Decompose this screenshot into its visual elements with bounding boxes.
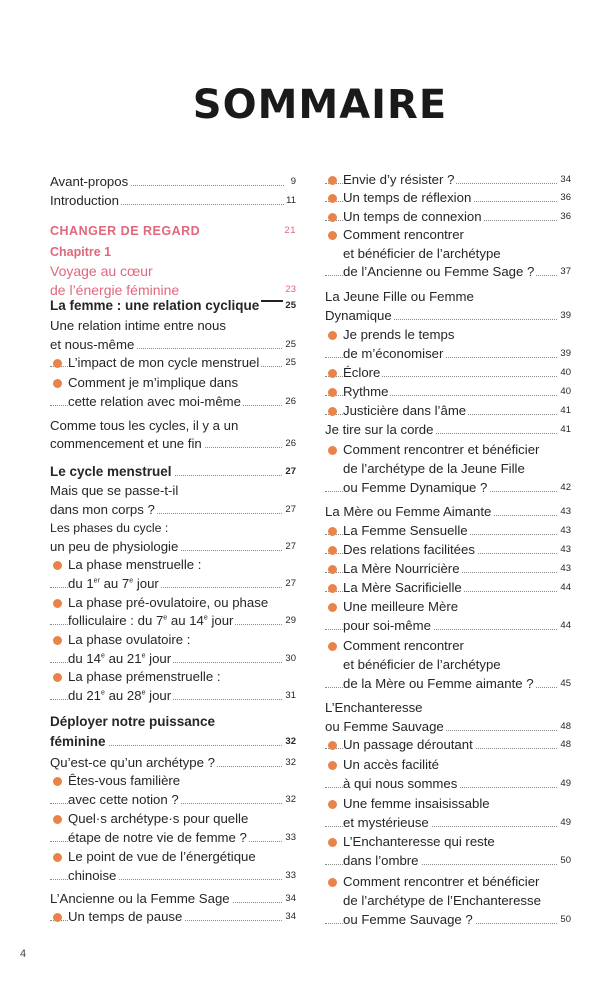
bullet-icon	[328, 176, 337, 185]
toc-entry-ovu-line-1: La phase ovulatoire :	[50, 630, 296, 650]
toc-entry-premens[interactable]: du 21e au 28e jour 31	[50, 686, 296, 706]
toc-entry-quels[interactable]: étape de notre vie de femme ? 33	[50, 828, 296, 848]
bullet-icon	[328, 878, 337, 887]
toc-entry-meilleure-line-1: Une meilleure Mère	[325, 597, 571, 617]
bullet-icon	[328, 527, 337, 536]
toc-entry-femme-cyclique[interactable]: La femme : une relation cyclique 25	[50, 296, 296, 316]
toc-entry-prends-temps-line-1: Je prends le temps	[325, 325, 571, 345]
bullet-icon	[53, 777, 62, 786]
toc-entry-quels-line-1: Quel·s archétype·s pour quelle	[50, 809, 296, 829]
bullet-icon	[328, 231, 337, 240]
toc-entry-relation-intime-line-1: Une relation intime entre nous	[50, 318, 226, 333]
toc-entry-insaisissable[interactable]: et mystérieuse 49	[325, 813, 571, 833]
bullet-icon	[53, 379, 62, 388]
toc-entry-acces-line-1: Un accès facilité	[325, 755, 571, 775]
toc-entry-rencontrer-ancienne-line-2: et bénéficier de l’archétype	[343, 246, 501, 261]
toc-entry-rencontrer-ench[interactable]: ou Femme Sauvage ? 50	[325, 910, 571, 930]
toc-entry-energetique[interactable]: chinoise 33	[50, 866, 296, 886]
toc-entry-deroutant[interactable]: Un passage déroutant 48	[325, 735, 571, 755]
bullet-icon	[328, 369, 337, 378]
bullet-icon	[53, 913, 62, 922]
bullet-icon	[328, 603, 337, 612]
toc-entry-cycles[interactable]: commencement et une fin 26	[50, 434, 296, 454]
bullet-icon	[328, 565, 337, 574]
toc-entry-preovu-line-1: La phase pré-ovulatoire, ou phase	[50, 593, 296, 613]
toc-entry-insaisissable-line-1: Une femme insaisissable	[325, 794, 571, 814]
toc-entry-rencontrer-jeune-line-2: de l’archétype de la Jeune Fille	[343, 461, 525, 476]
bullet-icon	[328, 584, 337, 593]
toc-entry-jeune-fille[interactable]: Dynamique 39	[325, 306, 571, 326]
toc-entry-eclore[interactable]: Éclore 40	[325, 363, 571, 383]
toc-entry-relations[interactable]: Des relations facilitées 43	[325, 540, 571, 560]
toc-entry-puissance-line-1: Déployer notre puissance	[50, 714, 216, 729]
toc-entry-meilleure[interactable]: pour soi-même 44	[325, 616, 571, 636]
toc-entry-energetique-line-1: Le point de vue de l’énergétique	[50, 847, 296, 867]
chapter-title-line-1: Voyage au cœur	[50, 263, 153, 279]
bullet-icon	[328, 741, 337, 750]
bullet-icon	[328, 761, 337, 770]
toc-entry-implique-line-1: Comment je m’implique dans	[50, 373, 296, 393]
bullet-icon	[53, 599, 62, 608]
bullet-icon	[53, 673, 62, 682]
toc-entry-rencontrer-jeune-line-1: Comment rencontrer et bénéficier	[325, 440, 571, 460]
toc-chapter-1[interactable]: de l’énergie féminine 23	[50, 282, 296, 298]
toc-entry-rencontrer-ancienne[interactable]: de l’Ancienne ou Femme Sage ? 37	[325, 262, 571, 282]
toc-entry-prends-temps[interactable]: de m’économiser 39	[325, 344, 571, 364]
toc-entry-phases-line-1: Les phases du cycle :	[50, 521, 169, 535]
bullet-icon	[53, 561, 62, 570]
toc-entry-premens-line-1: La phase prémenstruelle :	[50, 667, 296, 687]
toc-entry-rencontrer-mere[interactable]: de la Mère ou Femme aimante ? 45	[325, 674, 571, 694]
toc-entry-jeune-fille-line-1: La Jeune Fille ou Femme	[325, 289, 474, 304]
toc-entry-rencontrer-mere-line-1: Comment rencontrer	[325, 636, 571, 656]
toc-entry-passe-line-1: Mais que se passe-t-il	[50, 483, 179, 498]
toc-entry-avant-propos[interactable]: Avant-propos 9	[50, 172, 296, 192]
toc-entry-ombre-line-1: L’Enchanteresse qui reste	[325, 832, 571, 852]
bullet-icon	[328, 407, 337, 416]
toc-entry-rythme[interactable]: Rythme 40	[325, 382, 571, 402]
toc-entry-justiciere[interactable]: Justicière dans l’âme 41	[325, 401, 571, 421]
toc-entry-enchanteresse[interactable]: ou Femme Sauvage 48	[325, 717, 571, 737]
toc-entry-familiere[interactable]: avec cette notion ? 32	[50, 790, 296, 810]
toc-entry-sacrificielle[interactable]: La Mère Sacrificielle 44	[325, 578, 571, 598]
bullet-icon	[328, 446, 337, 455]
bullet-icon	[328, 838, 337, 847]
toc-entry-relation-intime[interactable]: et nous-même 25	[50, 335, 296, 355]
toc-entry-rencontrer-jeune[interactable]: ou Femme Dynamique ? 42	[325, 478, 571, 498]
toc-entry-corde[interactable]: Je tire sur la corde 41	[325, 420, 571, 440]
toc-entry-enchanteresse-line-1: L’Enchanteresse	[325, 700, 423, 715]
page-number: 4	[20, 948, 27, 960]
toc-entry-rencontrer-mere-line-2: et bénéficier de l’archétype	[343, 657, 501, 672]
bullet-icon	[328, 331, 337, 340]
bullet-icon	[328, 642, 337, 651]
toc-entry-nourriciere[interactable]: La Mère Nourricière 43	[325, 559, 571, 579]
bullet-icon	[53, 359, 62, 368]
toc-entry-cycles-line-1: Comme tous les cycles, il y a un	[50, 418, 239, 433]
toc-entry-ovu[interactable]: du 14e au 21e jour 30	[50, 649, 296, 669]
toc-entry-introduction[interactable]: Introduction 11	[50, 191, 296, 211]
toc-entry-connexion[interactable]: Un temps de connexion 36	[325, 207, 571, 227]
toc-entry-preovu[interactable]: folliculaire : du 7e au 14e jour 29	[50, 611, 296, 631]
toc-entry-sensuelle[interactable]: La Femme Sensuelle 43	[325, 521, 571, 541]
bullet-icon	[328, 800, 337, 809]
toc-entry-resister[interactable]: Envie d’y résister ? 34	[325, 170, 571, 190]
toc-entry-mere[interactable]: La Mère ou Femme Aimante 43	[325, 502, 571, 522]
bullet-icon	[53, 815, 62, 824]
toc-entry-menstruelle[interactable]: du 1er au 7e jour 27	[50, 574, 296, 594]
toc-section-changer-de-regard[interactable]: CHANGER DE REGARD 21	[50, 221, 296, 241]
toc-entry-familiere-line-1: Êtes-vous familière	[50, 771, 296, 791]
toc-entry-ancienne[interactable]: L’Ancienne ou la Femme Sage 34	[50, 889, 296, 909]
toc-entry-impact-cycle[interactable]: L’impact de mon cycle menstruel 25	[50, 353, 296, 373]
toc-entry-rencontrer-ench-line-2: de l’archétype de l’Enchanteresse	[343, 893, 541, 908]
page-title: SOMMAIRE	[192, 82, 448, 128]
toc-entry-acces[interactable]: à qui nous sommes 49	[325, 774, 571, 794]
bullet-icon	[328, 546, 337, 555]
bullet-icon	[328, 388, 337, 397]
bullet-icon	[53, 853, 62, 862]
bullet-icon	[328, 194, 337, 203]
toc-entry-menstruelle-line-1: La phase menstruelle :	[50, 555, 296, 575]
toc-entry-implique[interactable]: cette relation avec moi-même 26	[50, 392, 296, 412]
toc-entry-reflexion[interactable]: Un temps de réflexion 36	[325, 188, 571, 208]
toc-entry-rencontrer-ench-line-1: Comment rencontrer et bénéficier	[325, 872, 571, 892]
toc-entry-rencontrer-ancienne-line-1: Comment rencontrer	[325, 225, 571, 245]
bullet-icon	[328, 213, 337, 222]
toc-entry-ombre[interactable]: dans l’ombre 50	[325, 851, 571, 871]
toc-entry-archetype[interactable]: Qu’est-ce qu’un archétype ? 32	[50, 753, 296, 773]
toc-entry-puissance[interactable]: féminine 32	[50, 732, 296, 752]
toc-entry-cycle-menstruel[interactable]: Le cycle menstruel 27	[50, 462, 296, 482]
toc-entry-passe[interactable]: dans mon corps ? 27	[50, 500, 296, 520]
toc-entry-pause[interactable]: Un temps de pause 34	[50, 907, 296, 927]
chapter-label: Chapitre 1	[50, 245, 112, 259]
toc-entry-phases[interactable]: un peu de physiologie 27	[50, 537, 296, 557]
bullet-icon	[53, 636, 62, 645]
